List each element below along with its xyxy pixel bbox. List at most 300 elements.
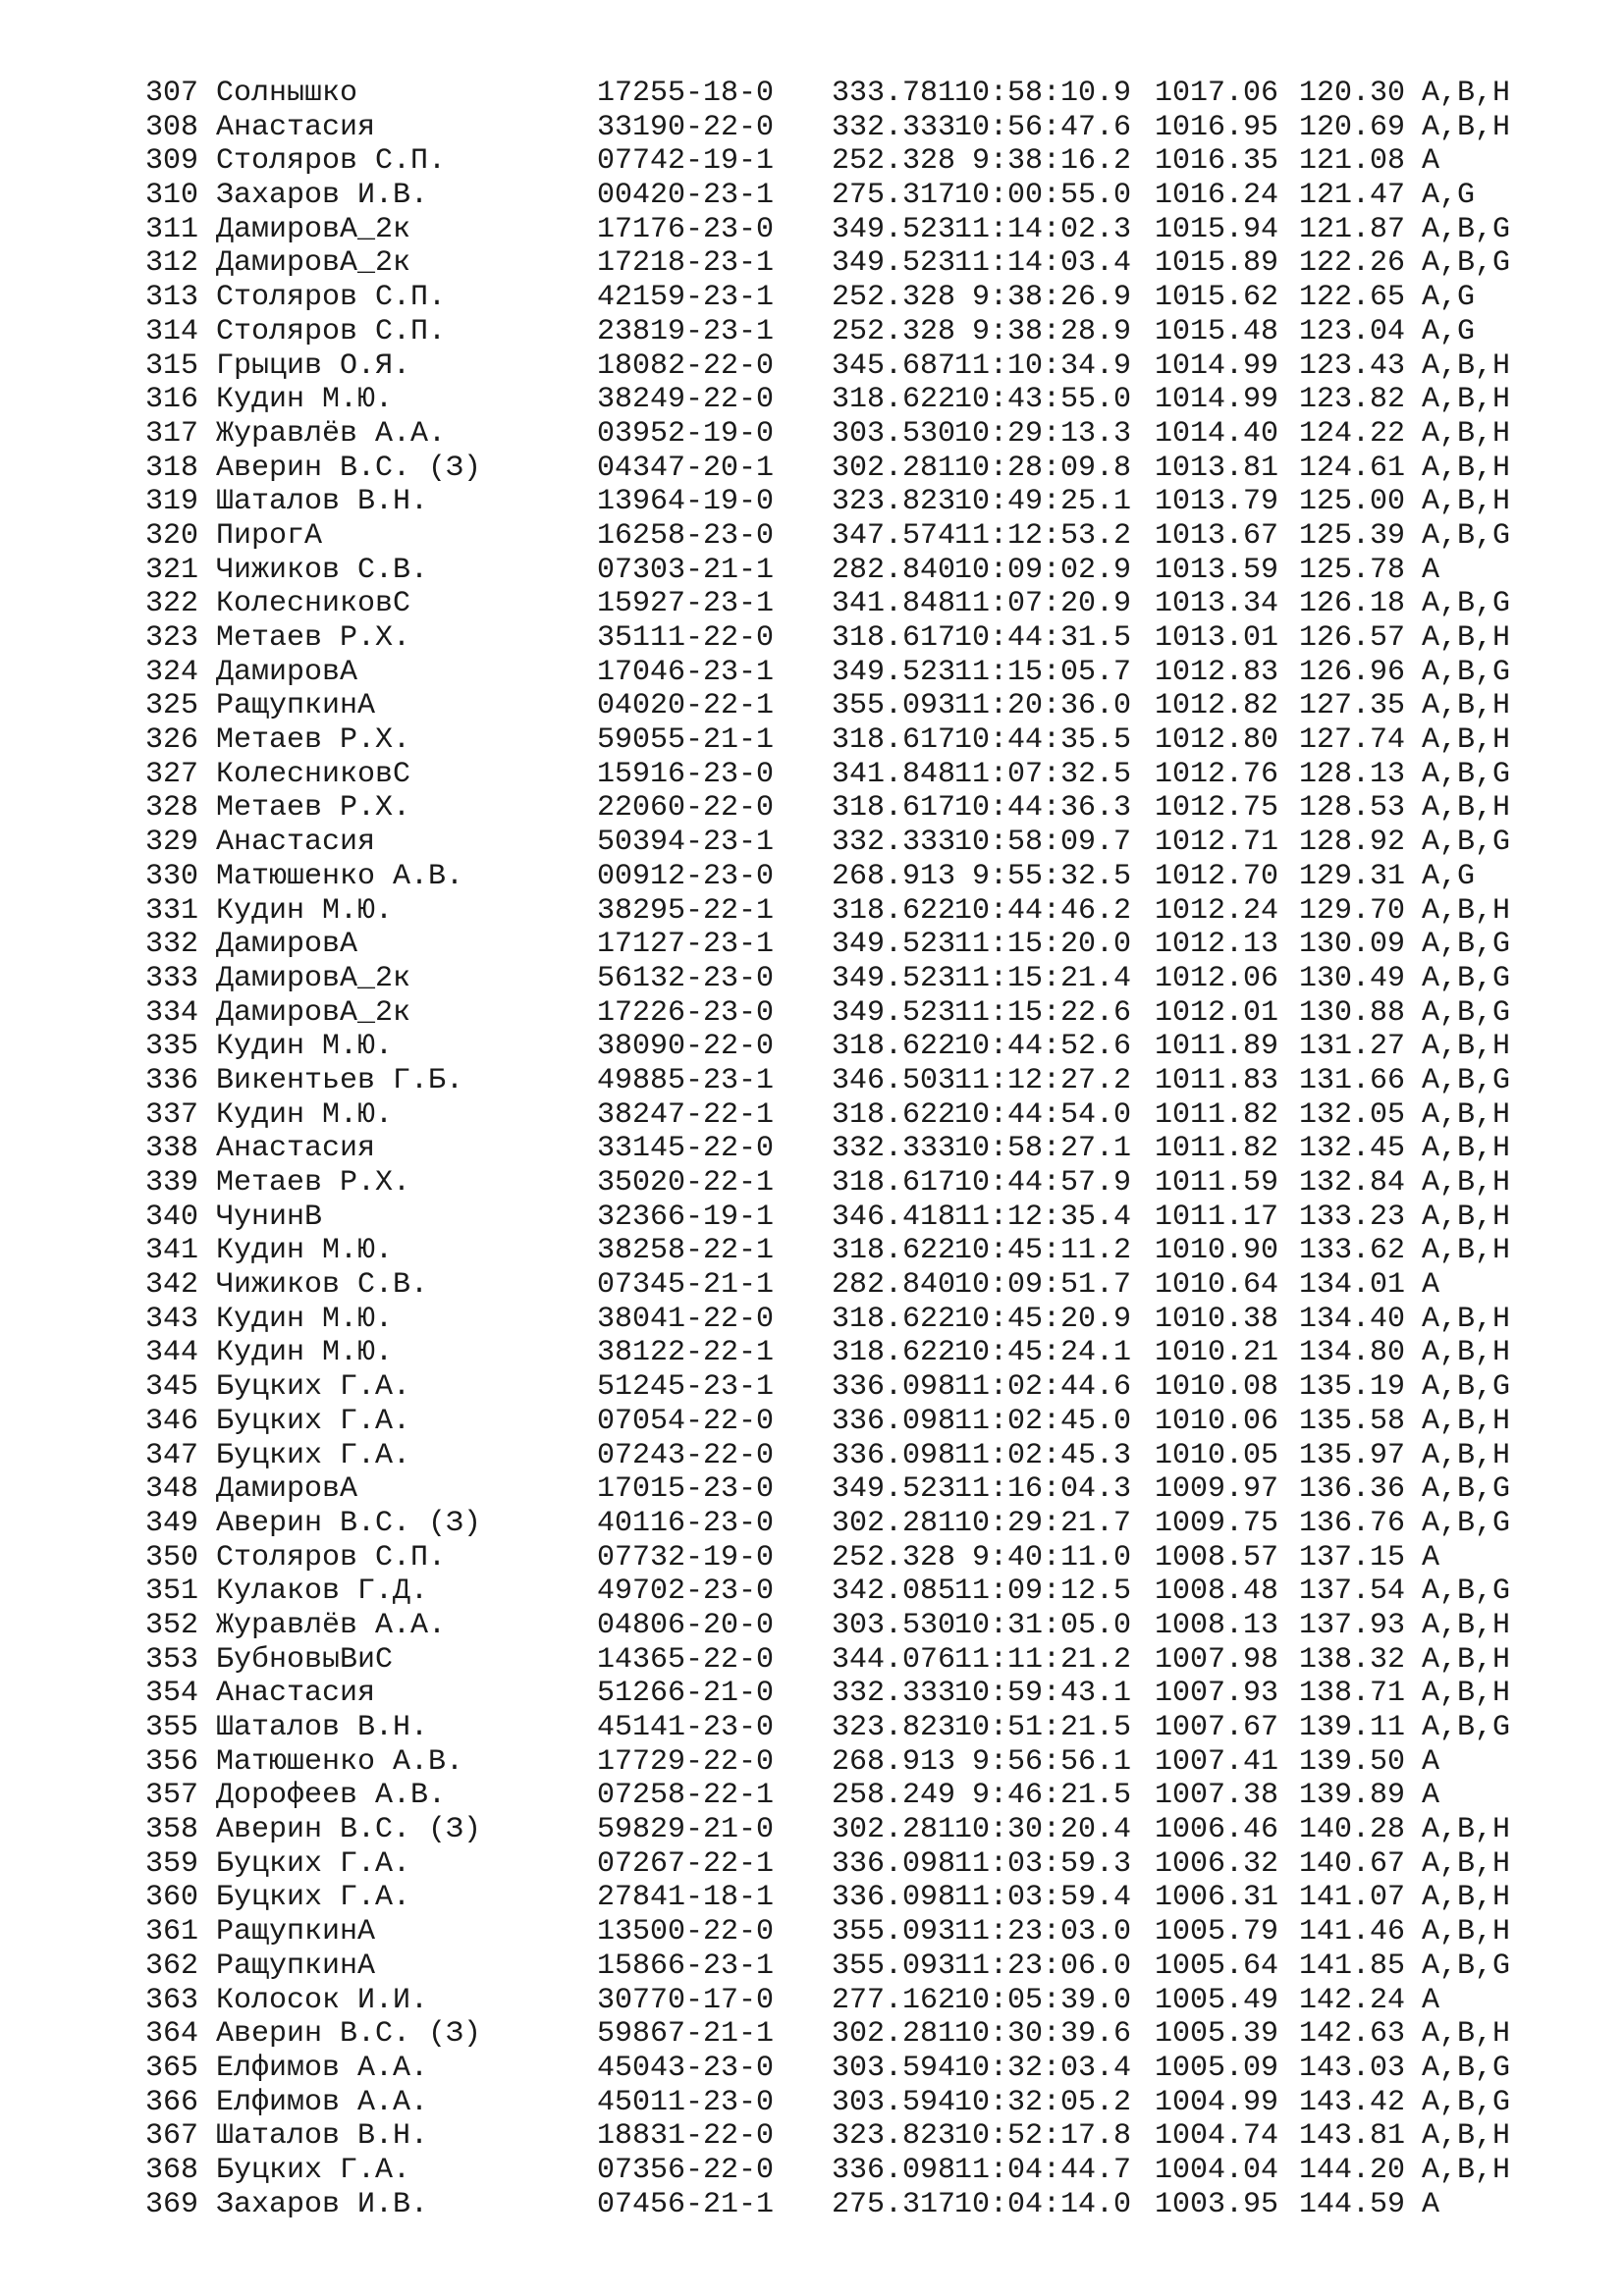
points-cell: 127.35 [1299, 689, 1406, 723]
arrival-time-cell: 9:56:56.1 [954, 1744, 1132, 1779]
points-cell: 123.82 [1299, 383, 1406, 417]
arrival-time-cell: 10:52:17.8 [954, 2119, 1132, 2154]
arrival-time-cell: 11:03:59.3 [954, 1846, 1132, 1881]
result-row [145, 213, 1530, 247]
result-row [145, 928, 1530, 962]
fancier-name-cell: Кудин М.Ю. [216, 383, 394, 417]
categories-cell: A,B,H [1422, 1200, 1511, 1234]
speed-cell: 1011.89 [1155, 1030, 1279, 1064]
speed-cell: 1011.59 [1155, 1166, 1279, 1200]
categories-cell: A,B,H [1422, 1915, 1511, 1949]
distance-cell: 336.098 [832, 1404, 956, 1438]
ring-number-cell: 18831-22-0 [597, 2119, 775, 2154]
fancier-name-cell: Елфимов А.А. [216, 2085, 429, 2119]
rank-cell: 352 [145, 1608, 199, 1642]
points-cell: 142.63 [1299, 2017, 1406, 2052]
arrival-time-cell: 11:04:44.7 [954, 2153, 1132, 2187]
ring-number-cell: 51245-23-1 [597, 1370, 775, 1405]
categories-cell: A,B,H [1422, 723, 1511, 758]
speed-cell: 1005.64 [1155, 1949, 1279, 1983]
speed-cell: 1007.93 [1155, 1677, 1279, 1711]
categories-cell: A,B,G [1422, 246, 1511, 281]
arrival-time-cell: 9:38:26.9 [954, 281, 1132, 315]
speed-cell: 1006.46 [1155, 1813, 1279, 1847]
distance-cell: 344.076 [832, 1642, 956, 1677]
categories-cell: A [1422, 144, 1440, 179]
distance-cell: 302.281 [832, 1813, 956, 1847]
points-cell: 137.15 [1299, 1540, 1406, 1575]
points-cell: 133.62 [1299, 1234, 1406, 1268]
arrival-time-cell: 10:44:52.6 [954, 1030, 1132, 1064]
fancier-name-cell: Захаров И.В. [216, 2187, 429, 2221]
points-cell: 143.03 [1299, 2051, 1406, 2085]
ring-number-cell: 15866-23-1 [597, 1949, 775, 1983]
speed-cell: 1007.41 [1155, 1744, 1279, 1779]
categories-cell: A,B,G [1422, 2085, 1511, 2119]
ring-number-cell: 30770-17-0 [597, 1983, 775, 2017]
ring-number-cell: 51266-21-0 [597, 1677, 775, 1711]
fancier-name-cell: Аверин В.С. (З) [216, 2017, 482, 2052]
result-row [145, 554, 1530, 588]
points-cell: 132.84 [1299, 1166, 1406, 1200]
result-row [145, 246, 1530, 281]
distance-cell: 336.098 [832, 1846, 956, 1881]
result-row [145, 689, 1530, 723]
ring-number-cell: 00420-23-1 [597, 179, 775, 213]
points-cell: 130.49 [1299, 961, 1406, 995]
categories-cell: A,B,G [1422, 587, 1511, 621]
rank-cell: 338 [145, 1132, 199, 1166]
results-list [145, 77, 1530, 2221]
speed-cell: 1004.74 [1155, 2119, 1279, 2154]
speed-cell: 1014.99 [1155, 348, 1279, 383]
rank-cell: 350 [145, 1540, 199, 1575]
ring-number-cell: 15927-23-1 [597, 587, 775, 621]
rank-cell: 366 [145, 2085, 199, 2119]
points-cell: 139.89 [1299, 1779, 1406, 1813]
categories-cell: A,B,G [1422, 655, 1511, 689]
result-row [145, 144, 1530, 179]
points-cell: 141.07 [1299, 1881, 1406, 1915]
fancier-name-cell: Колосок И.И. [216, 1983, 429, 2017]
points-cell: 137.54 [1299, 1575, 1406, 1609]
fancier-name-cell: Метаев Р.Х. [216, 1166, 411, 1200]
arrival-time-cell: 11:10:34.9 [954, 348, 1132, 383]
distance-cell: 318.622 [832, 383, 956, 417]
distance-cell: 345.687 [832, 348, 956, 383]
ring-number-cell: 17255-18-0 [597, 77, 775, 110]
rank-cell: 310 [145, 179, 199, 213]
categories-cell: A,B,H [1422, 1234, 1511, 1268]
categories-cell: A,B,H [1422, 1642, 1511, 1677]
fancier-name-cell: ДамировА [216, 928, 358, 962]
categories-cell: A,B,H [1422, 348, 1511, 383]
distance-cell: 336.098 [832, 1438, 956, 1472]
points-cell: 126.96 [1299, 655, 1406, 689]
result-row [145, 519, 1530, 554]
points-cell: 122.26 [1299, 246, 1406, 281]
fancier-name-cell: БубновыВиС [216, 1642, 394, 1677]
ring-number-cell: 07054-22-0 [597, 1404, 775, 1438]
points-cell: 144.59 [1299, 2187, 1406, 2221]
arrival-time-cell: 11:12:35.4 [954, 1200, 1132, 1234]
rank-cell: 312 [145, 246, 199, 281]
result-row [145, 962, 1530, 996]
categories-cell: A,B,H [1422, 1404, 1511, 1438]
ring-number-cell: 33145-22-0 [597, 1132, 775, 1166]
distance-cell: 252.328 [832, 314, 956, 348]
arrival-time-cell: 11:23:06.0 [954, 1949, 1132, 1983]
points-cell: 135.58 [1299, 1404, 1406, 1438]
points-cell: 141.46 [1299, 1915, 1406, 1949]
rank-cell: 360 [145, 1881, 199, 1915]
rank-cell: 344 [145, 1336, 199, 1370]
speed-cell: 1010.08 [1155, 1370, 1279, 1405]
fancier-name-cell: ЧунинВ [216, 1200, 323, 1234]
result-row [145, 383, 1530, 417]
result-row [145, 860, 1530, 894]
result-row [145, 1303, 1530, 1337]
ring-number-cell: 23819-23-1 [597, 314, 775, 348]
ring-number-cell: 56132-23-0 [597, 961, 775, 995]
arrival-time-cell: 11:14:02.3 [954, 212, 1132, 246]
result-row [145, 1813, 1530, 1847]
rank-cell: 340 [145, 1200, 199, 1234]
categories-cell: A,B,G [1422, 757, 1511, 791]
arrival-time-cell: 10:30:20.4 [954, 1813, 1132, 1847]
ring-number-cell: 07356-22-0 [597, 2153, 775, 2187]
result-row [145, 1609, 1530, 1643]
distance-cell: 336.098 [832, 1881, 956, 1915]
rank-cell: 354 [145, 1677, 199, 1711]
speed-cell: 1016.24 [1155, 179, 1279, 213]
categories-cell: A [1422, 1540, 1440, 1575]
ring-number-cell: 17218-23-1 [597, 246, 775, 281]
speed-cell: 1012.24 [1155, 893, 1279, 928]
speed-cell: 1013.67 [1155, 518, 1279, 553]
speed-cell: 1009.97 [1155, 1472, 1279, 1507]
fancier-name-cell: Кудин М.Ю. [216, 1336, 394, 1370]
result-row [145, 1507, 1530, 1541]
fancier-name-cell: Аверин В.С. (З) [216, 1506, 482, 1540]
points-cell: 136.76 [1299, 1506, 1406, 1540]
arrival-time-cell: 10:45:24.1 [954, 1336, 1132, 1370]
result-row [145, 2154, 1530, 2188]
categories-cell: A,B,H [1422, 1608, 1511, 1642]
distance-cell: 336.098 [832, 2153, 956, 2187]
distance-cell: 303.530 [832, 416, 956, 451]
fancier-name-cell: Кудин М.Ю. [216, 1030, 394, 1064]
speed-cell: 1007.67 [1155, 1711, 1279, 1744]
rank-cell: 320 [145, 518, 199, 553]
ring-number-cell: 17729-22-0 [597, 1744, 775, 1779]
distance-cell: 349.523 [832, 212, 956, 246]
speed-cell: 1005.39 [1155, 2017, 1279, 2052]
categories-cell: A,B,H [1422, 416, 1511, 451]
points-cell: 143.42 [1299, 2085, 1406, 2119]
rank-cell: 327 [145, 757, 199, 791]
fancier-name-cell: Кулаков Г.Д. [216, 1575, 429, 1609]
result-row [145, 1677, 1530, 1711]
result-row [145, 1166, 1530, 1201]
distance-cell: 349.523 [832, 995, 956, 1030]
arrival-time-cell: 10:29:21.7 [954, 1506, 1132, 1540]
result-row [145, 1405, 1530, 1439]
speed-cell: 1007.38 [1155, 1779, 1279, 1813]
arrival-time-cell: 10:43:55.0 [954, 383, 1132, 417]
speed-cell: 1010.21 [1155, 1336, 1279, 1370]
distance-cell: 342.085 [832, 1575, 956, 1609]
arrival-time-cell: 10:29:13.3 [954, 416, 1132, 451]
fancier-name-cell: Шаталов В.Н. [216, 485, 429, 519]
ring-number-cell: 00912-23-0 [597, 859, 775, 893]
arrival-time-cell: 10:09:02.9 [954, 553, 1132, 587]
ring-number-cell: 35020-22-1 [597, 1166, 775, 1200]
rank-cell: 337 [145, 1097, 199, 1132]
ring-number-cell: 38249-22-0 [597, 383, 775, 417]
ring-number-cell: 07303-21-1 [597, 553, 775, 587]
points-cell: 121.87 [1299, 212, 1406, 246]
rank-cell: 341 [145, 1234, 199, 1268]
ring-number-cell: 04806-20-0 [597, 1608, 775, 1642]
fancier-name-cell: Метаев Р.Х. [216, 621, 411, 655]
categories-cell: A [1422, 1268, 1440, 1303]
result-row [145, 2188, 1530, 2222]
result-row [145, 315, 1530, 349]
points-cell: 131.66 [1299, 1063, 1406, 1097]
categories-cell: A,G [1422, 179, 1476, 213]
rank-cell: 334 [145, 995, 199, 1030]
speed-cell: 1010.38 [1155, 1302, 1279, 1336]
result-row [145, 1064, 1530, 1098]
points-cell: 128.92 [1299, 826, 1406, 860]
categories-cell: A,B,H [1422, 1166, 1511, 1200]
fancier-name-cell: Кудин М.Ю. [216, 1097, 394, 1132]
speed-cell: 1010.90 [1155, 1234, 1279, 1268]
points-cell: 124.61 [1299, 451, 1406, 485]
speed-cell: 1011.82 [1155, 1132, 1279, 1166]
arrival-time-cell: 10:58:09.7 [954, 826, 1132, 860]
rank-cell: 332 [145, 928, 199, 962]
arrival-time-cell: 10:45:20.9 [954, 1302, 1132, 1336]
rank-cell: 325 [145, 689, 199, 723]
categories-cell: A,B,H [1422, 77, 1511, 110]
rank-cell: 361 [145, 1915, 199, 1949]
result-row [145, 1098, 1530, 1133]
points-cell: 126.57 [1299, 621, 1406, 655]
speed-cell: 1015.89 [1155, 246, 1279, 281]
rank-cell: 365 [145, 2051, 199, 2085]
result-row [145, 2052, 1530, 2086]
distance-cell: 252.328 [832, 281, 956, 315]
result-row [145, 1711, 1530, 1745]
points-cell: 125.78 [1299, 553, 1406, 587]
arrival-time-cell: 11:15:21.4 [954, 961, 1132, 995]
speed-cell: 1010.06 [1155, 1404, 1279, 1438]
distance-cell: 252.328 [832, 1540, 956, 1575]
categories-cell: A,B,G [1422, 1506, 1511, 1540]
rank-cell: 307 [145, 77, 199, 110]
categories-cell: A,B,H [1422, 1677, 1511, 1711]
result-row [145, 621, 1530, 656]
distance-cell: 323.823 [832, 2119, 956, 2154]
rank-cell: 309 [145, 144, 199, 179]
speed-cell: 1012.75 [1155, 791, 1279, 826]
result-row [145, 1643, 1530, 1678]
speed-cell: 1008.48 [1155, 1575, 1279, 1609]
distance-cell: 355.093 [832, 1949, 956, 1983]
distance-cell: 302.281 [832, 451, 956, 485]
distance-cell: 318.622 [832, 1030, 956, 1064]
points-cell: 141.85 [1299, 1949, 1406, 1983]
ring-number-cell: 32366-19-1 [597, 1200, 775, 1234]
speed-cell: 1003.95 [1155, 2187, 1279, 2221]
points-cell: 128.13 [1299, 757, 1406, 791]
arrival-time-cell: 10:59:43.1 [954, 1677, 1132, 1711]
rank-cell: 323 [145, 621, 199, 655]
categories-cell: A,B,H [1422, 383, 1511, 417]
distance-cell: 277.162 [832, 1983, 956, 2017]
rank-cell: 330 [145, 859, 199, 893]
points-cell: 129.31 [1299, 859, 1406, 893]
rank-cell: 308 [145, 110, 199, 144]
ring-number-cell: 45011-23-0 [597, 2085, 775, 2119]
distance-cell: 303.594 [832, 2085, 956, 2119]
points-cell: 144.20 [1299, 2153, 1406, 2187]
arrival-time-cell: 11:20:36.0 [954, 689, 1132, 723]
arrival-time-cell: 10:44:57.9 [954, 1166, 1132, 1200]
points-cell: 125.00 [1299, 485, 1406, 519]
arrival-time-cell: 9:55:32.5 [954, 859, 1132, 893]
distance-cell: 318.617 [832, 791, 956, 826]
categories-cell: A [1422, 553, 1440, 587]
points-cell: 143.81 [1299, 2119, 1406, 2154]
arrival-time-cell: 11:12:53.2 [954, 518, 1132, 553]
points-cell: 142.24 [1299, 1983, 1406, 2017]
fancier-name-cell: Аверин В.С. (З) [216, 451, 482, 485]
ring-number-cell: 38247-22-1 [597, 1097, 775, 1132]
fancier-name-cell: Анастасия [216, 826, 376, 860]
categories-cell: A [1422, 1983, 1440, 2017]
rank-cell: 329 [145, 826, 199, 860]
arrival-time-cell: 11:09:12.5 [954, 1575, 1132, 1609]
ring-number-cell: 40116-23-0 [597, 1506, 775, 1540]
fancier-name-cell: Шаталов В.Н. [216, 1711, 429, 1744]
result-row [145, 1234, 1530, 1268]
rank-cell: 369 [145, 2187, 199, 2221]
speed-cell: 1008.13 [1155, 1608, 1279, 1642]
speed-cell: 1013.79 [1155, 485, 1279, 519]
speed-cell: 1014.40 [1155, 416, 1279, 451]
speed-cell: 1012.71 [1155, 826, 1279, 860]
fancier-name-cell: Анастасия [216, 1132, 376, 1166]
rank-cell: 326 [145, 723, 199, 758]
arrival-time-cell: 11:11:21.2 [954, 1642, 1132, 1677]
categories-cell: A,B,G [1422, 1711, 1511, 1744]
categories-cell: A,B,H [1422, 1438, 1511, 1472]
rank-cell: 314 [145, 314, 199, 348]
arrival-time-cell: 10:58:10.9 [954, 77, 1132, 110]
arrival-time-cell: 9:38:16.2 [954, 144, 1132, 179]
categories-cell: A,B,G [1422, 2051, 1511, 2085]
points-cell: 134.01 [1299, 1268, 1406, 1303]
result-row [145, 791, 1530, 826]
distance-cell: 318.622 [832, 1097, 956, 1132]
result-row [145, 485, 1530, 519]
fancier-name-cell: Кудин М.Ю. [216, 893, 394, 928]
fancier-name-cell: РащупкинА [216, 1949, 376, 1983]
points-cell: 140.28 [1299, 1813, 1406, 1847]
result-row [145, 2017, 1530, 2052]
rank-cell: 342 [145, 1268, 199, 1303]
arrival-time-cell: 11:15:05.7 [954, 655, 1132, 689]
fancier-name-cell: Столяров С.П. [216, 281, 447, 315]
arrival-time-cell: 10:51:21.5 [954, 1711, 1132, 1744]
points-cell: 123.43 [1299, 348, 1406, 383]
ring-number-cell: 07456-21-1 [597, 2187, 775, 2221]
fancier-name-cell: ДамировА [216, 655, 358, 689]
rank-cell: 324 [145, 655, 199, 689]
points-cell: 138.71 [1299, 1677, 1406, 1711]
distance-cell: 318.622 [832, 893, 956, 928]
distance-cell: 332.333 [832, 1132, 956, 1166]
arrival-time-cell: 9:46:21.5 [954, 1779, 1132, 1813]
fancier-name-cell: Буцких Г.А. [216, 1370, 411, 1405]
result-row [145, 996, 1530, 1031]
fancier-name-cell: Грыцив О.Я. [216, 348, 411, 383]
points-cell: 132.45 [1299, 1132, 1406, 1166]
distance-cell: 303.594 [832, 2051, 956, 2085]
arrival-time-cell: 9:38:28.9 [954, 314, 1132, 348]
ring-number-cell: 04020-22-1 [597, 689, 775, 723]
points-cell: 139.50 [1299, 1744, 1406, 1779]
result-row [145, 1745, 1530, 1780]
points-cell: 129.70 [1299, 893, 1406, 928]
result-row [145, 1472, 1530, 1507]
distance-cell: 333.781 [832, 77, 956, 110]
arrival-time-cell: 11:15:22.6 [954, 995, 1132, 1030]
speed-cell: 1013.34 [1155, 587, 1279, 621]
distance-cell: 268.913 [832, 859, 956, 893]
categories-cell: A,B,G [1422, 961, 1511, 995]
result-row [145, 1030, 1530, 1064]
speed-cell: 1015.94 [1155, 212, 1279, 246]
fancier-name-cell: Столяров С.П. [216, 144, 447, 179]
categories-cell: A,B,H [1422, 1030, 1511, 1064]
arrival-time-cell: 11:15:20.0 [954, 928, 1132, 962]
distance-cell: 332.333 [832, 826, 956, 860]
fancier-name-cell: Метаев Р.Х. [216, 791, 411, 826]
result-row [145, 1881, 1530, 1915]
arrival-time-cell: 11:07:32.5 [954, 757, 1132, 791]
rank-cell: 345 [145, 1370, 199, 1405]
ring-number-cell: 13500-22-0 [597, 1915, 775, 1949]
categories-cell: A,B,H [1422, 1097, 1511, 1132]
categories-cell: A,B,H [1422, 1132, 1511, 1166]
fancier-name-cell: Анастасия [216, 1677, 376, 1711]
speed-cell: 1017.06 [1155, 77, 1279, 110]
speed-cell: 1013.01 [1155, 621, 1279, 655]
categories-cell: A,G [1422, 281, 1476, 315]
speed-cell: 1015.62 [1155, 281, 1279, 315]
distance-cell: 258.249 [832, 1779, 956, 1813]
categories-cell: A,B,H [1422, 1336, 1511, 1370]
rank-cell: 346 [145, 1404, 199, 1438]
rank-cell: 351 [145, 1575, 199, 1609]
arrival-time-cell: 10:05:39.0 [954, 1983, 1132, 2017]
categories-cell: A,B,H [1422, 110, 1511, 144]
speed-cell: 1004.99 [1155, 2085, 1279, 2119]
